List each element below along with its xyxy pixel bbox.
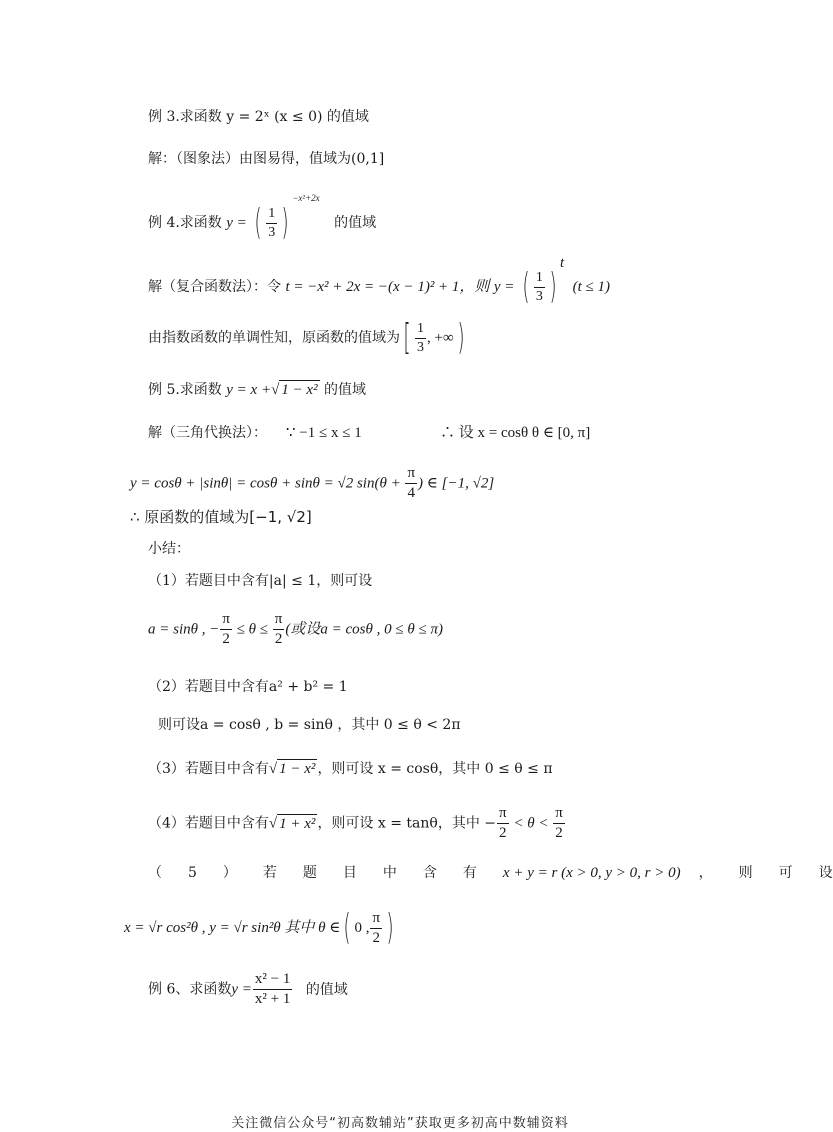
example-4-prefix: 例 4.求函数 [148,215,222,231]
equation-5-tail: ) ∈ [−1, √2] [418,475,495,492]
example-5-radicand: 1 − x² [281,382,318,398]
range-prefix: 由指数函数的单调性知，原函数的值域为 [148,330,400,346]
summary-5-equation: x = √r cos²θ , y = √r sin²θ 其中 θ ∈( 0 , $\frac{\pi}{2}$ ) [124,907,394,948]
summary-5-expr: x + y = r (x > 0, y > 0, r > 0) [502,865,681,881]
fraction-pi-over-2: $\frac{\pi}{2}$ [499,805,507,841]
fraction-one-third: $\frac{1}{3}$ [417,320,425,355]
example-4 [148,194,376,241]
paren-right: ) [281,202,289,243]
paren-left: ( [254,202,262,243]
paren-right: ) [549,266,557,307]
summary-heading: 小结： [148,541,190,557]
solution-4 [148,256,610,305]
summary-4: （4）若题目中含有√ 1 + x² ，则可设 x = tanθ，其中 − $\frac{\pi}{2}$ < θ < $\frac{\pi}{2}$ [148,805,563,841]
summary-1: （1）若题目中含有|a| ≤ 1，则可设 [148,573,373,589]
fraction-pi-over-4: $\frac{\pi}{4}$ [407,465,416,501]
summary-2-equation: 则可设a = cosθ , b = sinθ ，其中 0 ≤ θ < 2π [158,717,461,733]
example-5-suffix: 的值域 [324,382,367,398]
summary-1-equation: a = sinθ , − $\frac{\pi}{2}$ ≤ θ ≤ $\frac{\pi}{2}$ (或设a = cosθ , 0 ≤ θ ≤ π) [148,611,443,647]
range-line-4 [148,317,468,358]
summary-3-radicand: 1 − x² [279,761,316,777]
fraction-pi-over-2: $\frac{\pi}{2}$ [274,611,283,647]
summary-4-radicand: 1 + x² [279,815,316,832]
solution-4-expr: t = −x² + 2x = −(x − 1)² + 1，则 [285,279,490,295]
paren-left: ( [522,266,530,307]
fraction-pi-over-2: $\frac{\pi}{2}$ [222,611,230,647]
fraction-pi-over-2: $\frac{\pi}{2}$ [372,909,381,946]
example-3: 例 3.求函数 y = 2ˣ (x ≤ 0) 的值域 [148,109,369,125]
paren-right: ) [457,317,465,358]
equation-5-main: y = cosθ + |sinθ| = cosθ + sinθ = √2 sin(θ + [130,475,405,492]
solution-5-substitution: ∴ 设 x = cosθ θ ∈ [0, π] [440,425,591,441]
summary-3: （3）若题目中含有√ 1 − x² ，则可设 x = cosθ，其中 0 ≤ θ ≤ π [148,761,553,777]
solution-5-condition: ∵ −1 ≤ x ≤ 1 [286,425,362,441]
example-4-suffix: 的值域 [334,215,377,231]
fraction-example-6: $\frac{\text{x² − 1}}{\text{x² + 1}}$ [254,971,291,1007]
example-6: 例 6、求函数y = $\frac{\text{x² − 1}}{\text{x² + 1}}$ 的值域 [148,971,348,1007]
fraction-pi-over-2: $\frac{\pi}{2}$ [555,805,563,841]
range-5: ∴ 原函数的值域为[−1, √2] [130,508,312,526]
equation-5 [130,466,494,501]
paren-left: ( [343,907,351,948]
summary-5: （ 5 ） 若 题 目 中 含 有 x + y = r (x > 0, y > 0, r > 0) ， 则 可 设 [148,865,833,881]
solution-4-prefix: 解（复合函数法）：令 [148,279,281,295]
solution-5-label: 解（三角代换法）： [148,425,267,441]
solution-4-y: y = [493,279,515,295]
paren-right: ) [386,907,394,948]
solution-4-tail: (t ≤ 1) [572,279,610,295]
plus-infinity: , +∞ [427,330,454,346]
solution-3: 解：（图象法）由图易得，值域为(0,1] [148,151,385,167]
example-5-prefix: 例 5.求函数 [148,382,222,398]
summary-2: （2）若题目中含有a² + b² = 1 [148,679,348,695]
fraction-one-third: $\frac{1}{3}$ [535,269,543,304]
exponent: −x²+2x [292,193,320,203]
bracket-left: [ [403,317,411,358]
example-4-y: y = [226,215,247,231]
exponent-t: t [559,255,565,271]
example-5-expr: y = x + [226,382,272,398]
example-5: 例 5.求函数 y = x +√ 1 − x² 的值域 [148,382,367,398]
fraction-one-third: $\frac{1}{3}$ [268,205,276,240]
footer-note: 关注微信公众号“初高数辅站”获取更多初高中数辅资料 [231,1116,569,1131]
